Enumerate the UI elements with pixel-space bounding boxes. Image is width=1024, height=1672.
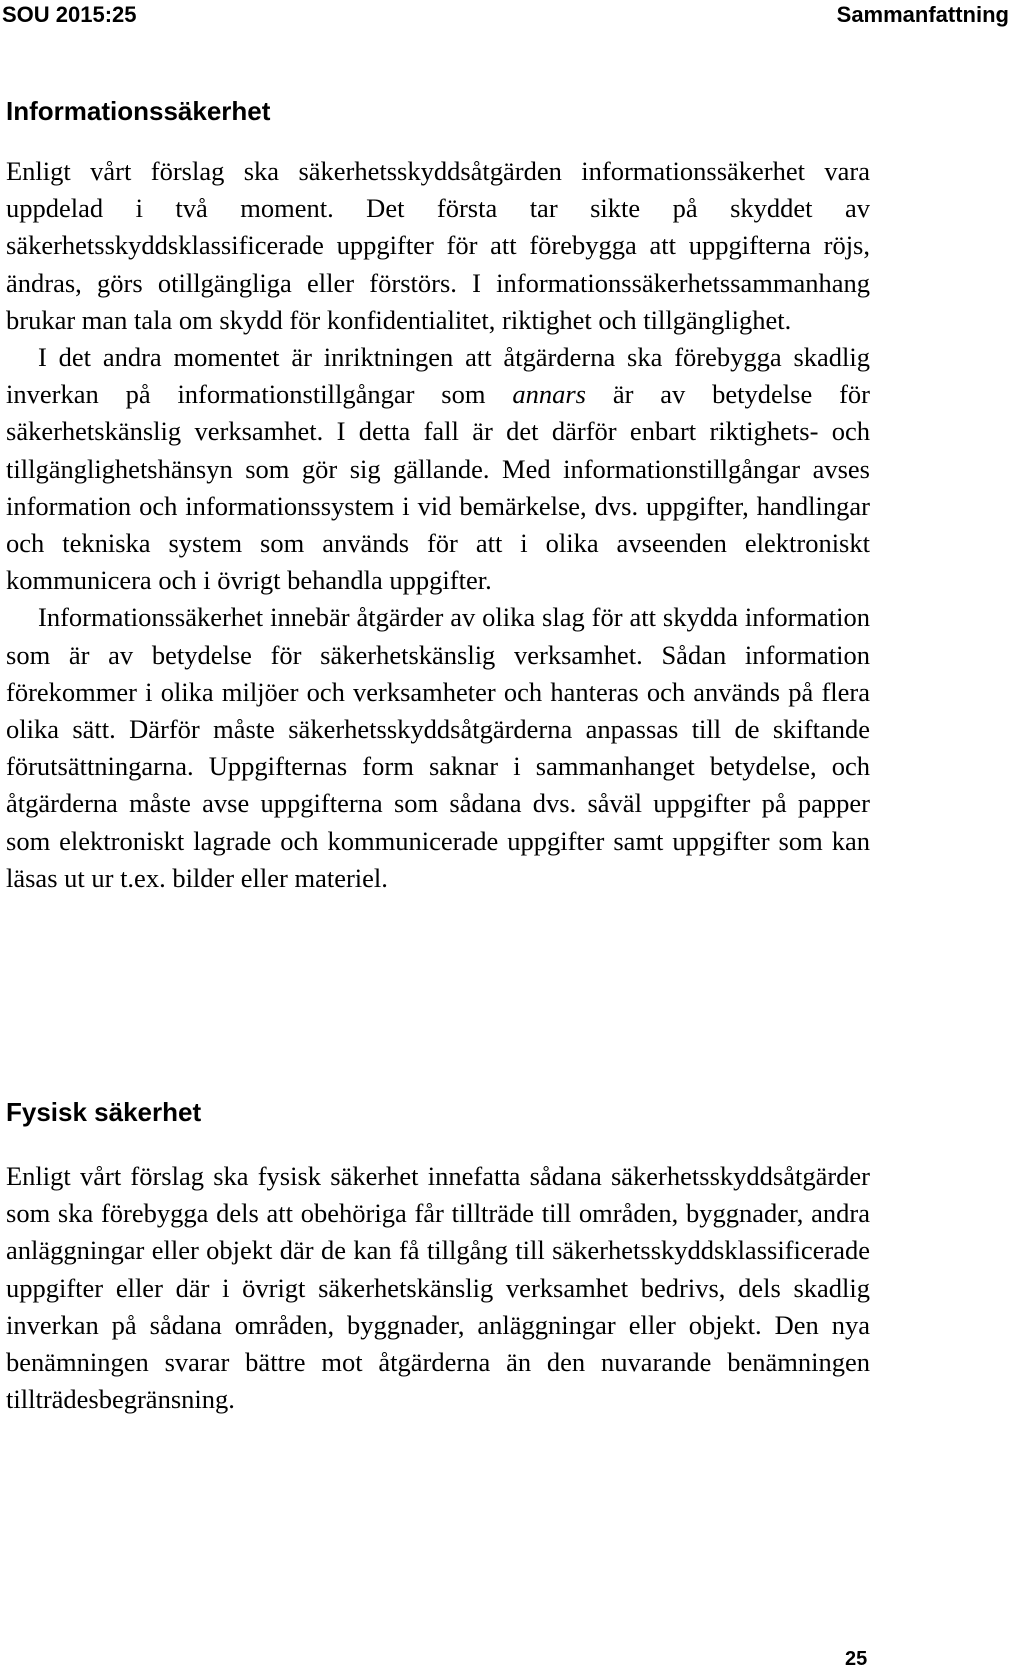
paragraph: Informationssäkerhet innebär åtgärder av olika slag för att skydda information som är av betydelse för säkerhetskänslig verksamhet. Sådan information förekommer i olika miljöer och verksamheter och hanteras och används på flera olika sätt. Därför måste säkerhetsskyddsåtgärderna anpassas till de skiftande förutsättningarna. Uppgifternas form saknar i sammanhanget betydelse, och åtgärderna måste avse uppgifterna som sådana dvs. såväl uppgifter på papper som elektroniskt lagrade och kommunicerade uppgifter samt uppgifter som kan läsas ut ur t.ex. bilder eller materiel. [6,602,870,893]
section-heading-fysisk-sakerhet: Fysisk säkerhet [6,1097,202,1127]
page-number: 25 [845,1648,868,1670]
paragraph: Enligt vårt förslag ska fysisk säkerhet innefatta sådana säkerhetsskyddsåtgärder som ska förebygga dels att obehöriga får tillträde till områden, byggnader, andra anläggningar eller objekt där de kan få tillgång till säkerhetsskyddsklassificerade uppgifter eller där i övrigt säkerhetskänslig verksamhet bedrivs, dels skadlig inverkan på sådana områden, byggnader, anläggningar eller objekt. Den nya benämningen svarar bättre mot åtgärderna än den nuvarande benämningen tillträdesbegränsning. [6,1161,870,1415]
paragraph-text: är av betydelse för säkerhetskänslig verksamhet. I detta fall är det därför enbart riktighets- och tillgänglighetshänsyn som gör sig gällande. Med informationstillgångar avses information och informationssystem i vid bemärkelse, dvs. uppgifter, handlingar och tekniska system som används för att i olika avseenden elektroniskt kommunicera och i övrigt behandla uppgifter. [6,379,870,596]
chapter-title: Sammanfattning [836,2,1009,27]
section-heading-informationssakerhet: Informationssäkerhet [6,96,271,126]
paragraph [6,339,870,599]
emphasis-text: annars [512,379,586,410]
running-header [0,0,1024,30]
paragraph-text: I det andra momentet är inriktningen att åtgärderna ska förebygga skadlig inverkan på informationstillgångar som [6,342,870,410]
section-body-informationssakerhet [6,153,870,897]
paragraph: Enligt vårt förslag ska säkerhetsskyddsåtgärden informationssäkerhet vara uppdelad i två moment. Det första tar sikte på skyddet av säkerhetsskyddsklassificerade uppgifter för att förebygga att uppgifterna röjs, ändras, görs otillgängliga eller förstörs. I informationssäkerhetssammanhang brukar man tala om skydd för konfidentialitet, riktighet och tillgänglighet. [6,156,870,335]
report-number: SOU 2015:25 [2,2,137,27]
section-body-fysisk-sakerhet [6,1158,870,1418]
